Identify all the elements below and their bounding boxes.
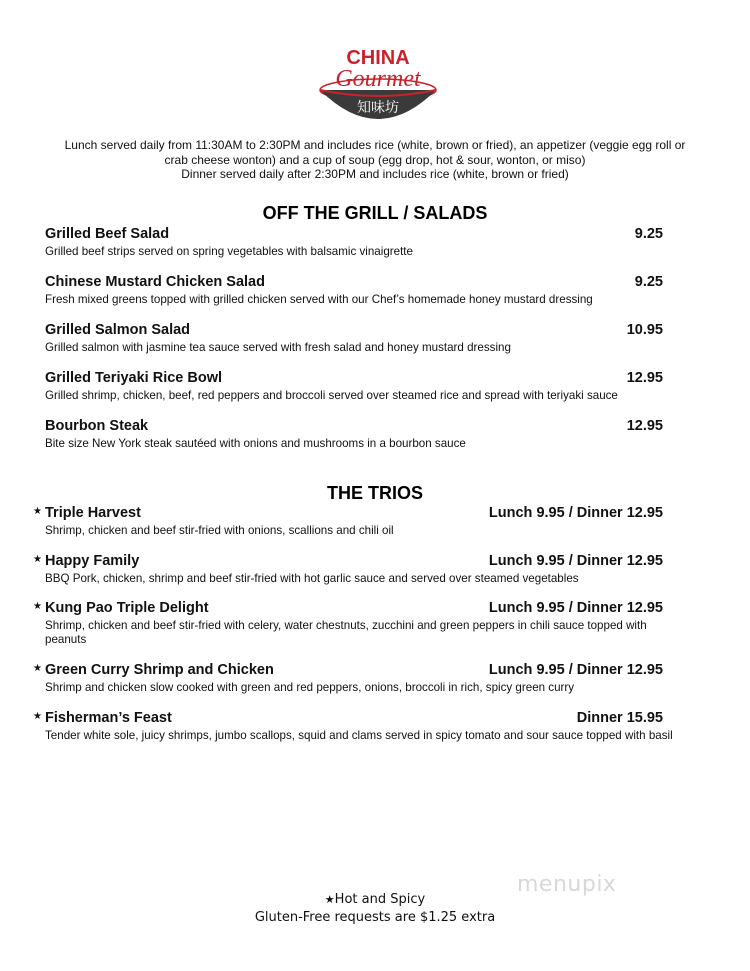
spicy-star-icon: ★: [33, 506, 42, 517]
spicy-star-icon: ★: [33, 554, 42, 565]
item-price: Lunch 9.95 / Dinner 12.95: [488, 505, 663, 521]
menu-item: [45, 418, 685, 451]
restaurant-logo: [312, 40, 442, 130]
item-description: Grilled beef strips served on spring vegetables with balsamic vinaigrette: [45, 245, 413, 258]
spicy-star-icon: ★: [33, 711, 42, 722]
item-description: BBQ Pork, chicken, shrimp and beef stir-fried with hot garlic sauce and served over steamed vegetables: [45, 572, 579, 585]
menu-item: [33, 662, 685, 695]
section-title-grill: OFF THE GRILL / SALADS: [262, 203, 488, 223]
legend-spicy: Hot and Spicy: [334, 892, 426, 907]
intro-line: crab cheese wonton) and a cup of soup (egg drop, hot & sour, wonton, or miso): [164, 152, 586, 167]
item-description: Shrimp, chicken and beef stir-fried with onions, scallions and chili oil: [45, 524, 394, 537]
intro-line: Dinner served daily after 2:30PM and includes rice (white, brown or fried): [181, 167, 569, 181]
logo-graphic: [312, 40, 442, 130]
item-price: Lunch 9.95 / Dinner 12.95: [488, 553, 663, 569]
item-description: Shrimp and chicken slow cooked with green and red peppers, onions, broccoli in rich, spicy green curry: [45, 681, 575, 694]
item-name: Grilled Beef Salad: [45, 226, 170, 242]
logo-chinese: 知味坊: [357, 100, 399, 116]
menu-item: [33, 505, 685, 538]
item-description: Grilled salmon with jasmine tea sauce served with fresh salad and honey mustard dressing: [45, 341, 511, 354]
item-name: Kung Pao Triple Delight: [45, 600, 209, 616]
item-price: Dinner 15.95: [576, 710, 663, 726]
service-info: [20, 138, 730, 182]
item-price: 9.25: [634, 226, 663, 242]
item-description: Grilled shrimp, chicken, beef, red peppers and broccoli served over steamed rice and spread with teriyaki sauce: [45, 389, 618, 402]
intro-line: Lunch served daily from 11:30AM to 2:30PM and includes rice (white, brown or fried), an appetizer (veggie egg roll or: [64, 138, 686, 152]
item-price: 12.95: [626, 418, 663, 434]
item-description: Bite size New York steak sautéed with onions and mushrooms in a bourbon sauce: [45, 437, 466, 450]
item-price: Lunch 9.95 / Dinner 12.95: [488, 662, 663, 678]
menupix-watermark: menupix: [517, 872, 617, 897]
footer-gluten-note: Gluten-Free requests are $1.25 extra: [254, 910, 496, 925]
item-name: Triple Harvest: [45, 505, 141, 521]
menu-item: [45, 274, 685, 307]
item-description: Tender white sole, juicy shrimps, jumbo scallops, squid and clams served in spicy tomato and sour sauce topped with basil: [45, 729, 673, 742]
item-name: Grilled Salmon Salad: [45, 322, 191, 338]
item-name: Chinese Mustard Chicken Salad: [45, 274, 265, 290]
item-price: 12.95: [626, 370, 663, 386]
footer-legend: [0, 892, 750, 907]
menu-item: [45, 226, 685, 259]
star-icon: ★: [324, 893, 335, 906]
logo-line1: CHINA: [346, 47, 410, 69]
spicy-star-icon: ★: [33, 663, 42, 674]
menu-item: [33, 553, 685, 586]
item-name: Green Curry Shrimp and Chicken: [45, 662, 274, 678]
menu-item: [33, 710, 685, 743]
item-name: Grilled Teriyaki Rice Bowl: [45, 370, 223, 386]
menu-item: [33, 600, 685, 647]
item-name: Fisherman’s Feast: [45, 710, 172, 726]
item-name: Bourbon Steak: [45, 418, 149, 434]
item-price: 9.25: [634, 274, 663, 290]
item-price: Lunch 9.95 / Dinner 12.95: [488, 600, 663, 616]
item-description: Fresh mixed greens topped with grilled chicken served with our Chef’s homemade honey mustard dressing: [45, 293, 593, 306]
item-description: Shrimp, chicken and beef stir-fried with celery, water chestnuts, zucchini and green peppers in chili sauce topped with peanuts: [45, 619, 647, 646]
spicy-star-icon: ★: [33, 601, 42, 612]
menu-item: [45, 370, 685, 403]
menu-item: [45, 322, 685, 355]
section-title-trios: THE TRIOS: [326, 483, 423, 503]
item-name: Happy Family: [45, 553, 140, 569]
item-price: 10.95: [626, 322, 663, 338]
logo-line2: Gourmet: [335, 66, 421, 92]
